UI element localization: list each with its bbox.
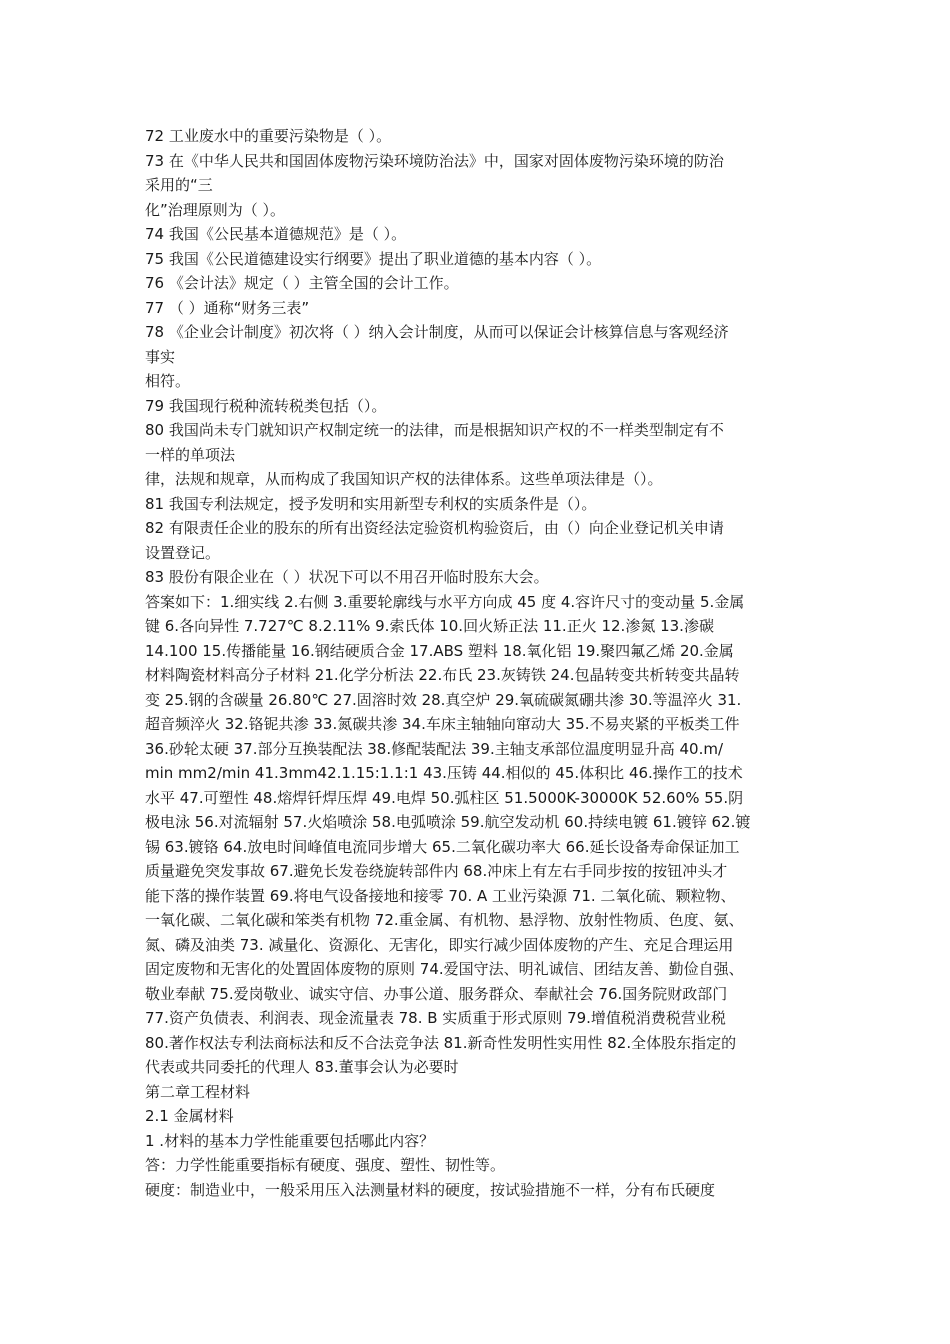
text-line: 氮、磷及油类 73. 减量化、资源化、无害化，即实行减少固体废物的产生、充足合理运用 <box>145 935 734 954</box>
text-line: 键 6.各向异性 7.727℃ 8.2.11% 9.索氏体 10.回火矫正法 11.正火 12.渗氮 13.渗碳 <box>145 617 714 635</box>
text-line: 77 （ ）通称“财务三表” <box>145 298 310 317</box>
text-line: 77.资产负债表、利润表、现金流量表 78. B 实质重于形式原则 79.增值税消费税营业税 <box>145 1009 726 1027</box>
text-line: 76 《会计法》规定（ ）主管全国的会计工作。 <box>145 274 459 292</box>
text-line: 80.著作权法专利法商标法和反不合法竞争法 81.新奇性发明性实用性 82.全体股东指定的 <box>145 1033 737 1052</box>
text-line: 采用的“三 <box>145 176 213 194</box>
text-line: 第二章工程材料 <box>145 1082 251 1101</box>
text-line: 代表或共同委托的代理人 83.董事会认为必要时 <box>145 1058 459 1076</box>
text-line: 相符。 <box>145 372 191 390</box>
text-line: 1 .材料的基本力学性能重要包括哪此内容？ <box>145 1131 435 1150</box>
text-line: 答案如下：1.细实线 2.右侧 3.重要轮廓线与水平方向成 45 度 4.容许尺寸的变动量 5.金属 <box>145 592 745 611</box>
text-line: 律，法规和规章，从而构成了我国知识产权的法律体系。这些单项法律是（）。 <box>145 470 663 488</box>
text-line: 设置登记。 <box>145 543 221 562</box>
text-line: 质量避免突发事故 67.避免长发卷绕旋转部件内 68.冲床上有左右手同步按的按钮冲头才 <box>145 862 728 880</box>
text-line: 敬业奉献 75.爱岗敬业、诚实守信、办事公道、服务群众、奉献社会 76.国务院财政部门 <box>145 984 728 1003</box>
text-line: 80 我国尚未专门就知识产权制定统一的法律，而是根据知识产权的不一样类型制定有不 <box>145 421 724 439</box>
text-line: 变 25.钢的含碳量 26.80℃ 27.固溶时效 28.真空炉 29.氧硫碳氮硼共渗 30.等温淬火 31. <box>145 690 742 709</box>
text-line: 固定废物和无害化的处置固体废物的原则 74.爱国守法、明礼诚信、团结友善、勤俭自强、 <box>145 960 744 978</box>
text-line: 82 有限责任企业的股东的所有出资经法定验资机构验资后，由（）向企业登记机关申请 <box>145 519 724 537</box>
text-line: 72 工业废水中的重要污染物是（ ）。 <box>145 127 392 145</box>
text-line: 14.100 15.传播能量 16.钢结硬质合金 17.ABS 塑料 18.氧化铝 19.聚四氟乙烯 20.金属 <box>145 641 734 660</box>
text-line: 锡 63.镀铬 64.放电时间峰值电流同步增大 65.二氧化碳功率大 66.延长设备寿命保证加工 <box>145 837 740 856</box>
text-line: 79 我国现行税种流转税类包括（）。 <box>145 396 387 415</box>
text-line: min mm2/min 41.3mm42.1.15:1.1:1 43.压铸 44.相似的 45.体积比 46.操作工的技术 <box>145 764 743 782</box>
text-line: 75 我国《公民道德建设实行纲要》提出了职业道德的基本内容（ ）。 <box>145 249 602 268</box>
text-line: 超音频淬火 32.铬铌共渗 33.氮碳共渗 34.车床主轴轴向窜动大 35.不易夹紧的平板类工件 <box>145 715 740 733</box>
text-line: 一样的单项法 <box>145 445 236 464</box>
text-line: 78 《企业会计制度》初次将（ ）纳入会计制度，从而可以保证会计核算信息与客观经济 <box>145 323 729 341</box>
text-line: 化”治理原则为（ ）。 <box>145 200 286 219</box>
text-line: 硬度：制造业中，一般采用压入法测量材料的硬度，按试验措施不一样，分有布氏硬度 <box>145 1180 716 1199</box>
text-line: 73 在《中华人民共和国固体废物污染环境防治法》中，国家对固体废物污染环境的防治 <box>145 151 724 170</box>
text-line: 极电泳 56.对流辐射 57.火焰喷涂 58.电弧喷涂 59.航空发动机 60.持续电镀 61.镀锌 62.镀 <box>145 813 751 831</box>
text-line: 材料陶瓷材料高分子材料 21.化学分析法 22.布氏 23.灰铸铁 24.包晶转变共析转变共晶转 <box>145 666 740 684</box>
document-body <box>145 124 810 1202</box>
text-line: 81 我国专利法规定，授予发明和实用新型专利权的实质条件是（）。 <box>145 494 597 513</box>
text-line: 水平 47.可塑性 48.熔焊钎焊压焊 49.电焊 50.弧柱区 51.5000K-30000K 52.60% 55.阴 <box>145 788 744 807</box>
text-line: 83 股份有限企业在（ ）状况下可以不用召开临时股东大会。 <box>145 568 549 586</box>
text-line: 2.1 金属材料 <box>145 1107 234 1125</box>
text-line: 能下落的操作装置 69.将电气设备接地和接零 70. A 工业污染源 71. 二氧化硫、颗粒物、 <box>145 886 736 905</box>
text-line: 36.砂轮太硬 37.部分互换装配法 38.修配装配法 39.主轴支承部位温度明显升高 40.m/ <box>145 739 724 758</box>
text-line: 事实 <box>145 347 176 366</box>
text-line: 一氧化碳、二氧化碳和笨类有机物 72.重金属、有机物、悬浮物、放射性物质、色度、氨、 <box>145 911 744 929</box>
text-line: 74 我国《公民基本道德规范》是（ ）。 <box>145 225 407 243</box>
text-line: 答：力学性能重要指标有硬度、强度、塑性、韧性等。 <box>145 1156 506 1174</box>
